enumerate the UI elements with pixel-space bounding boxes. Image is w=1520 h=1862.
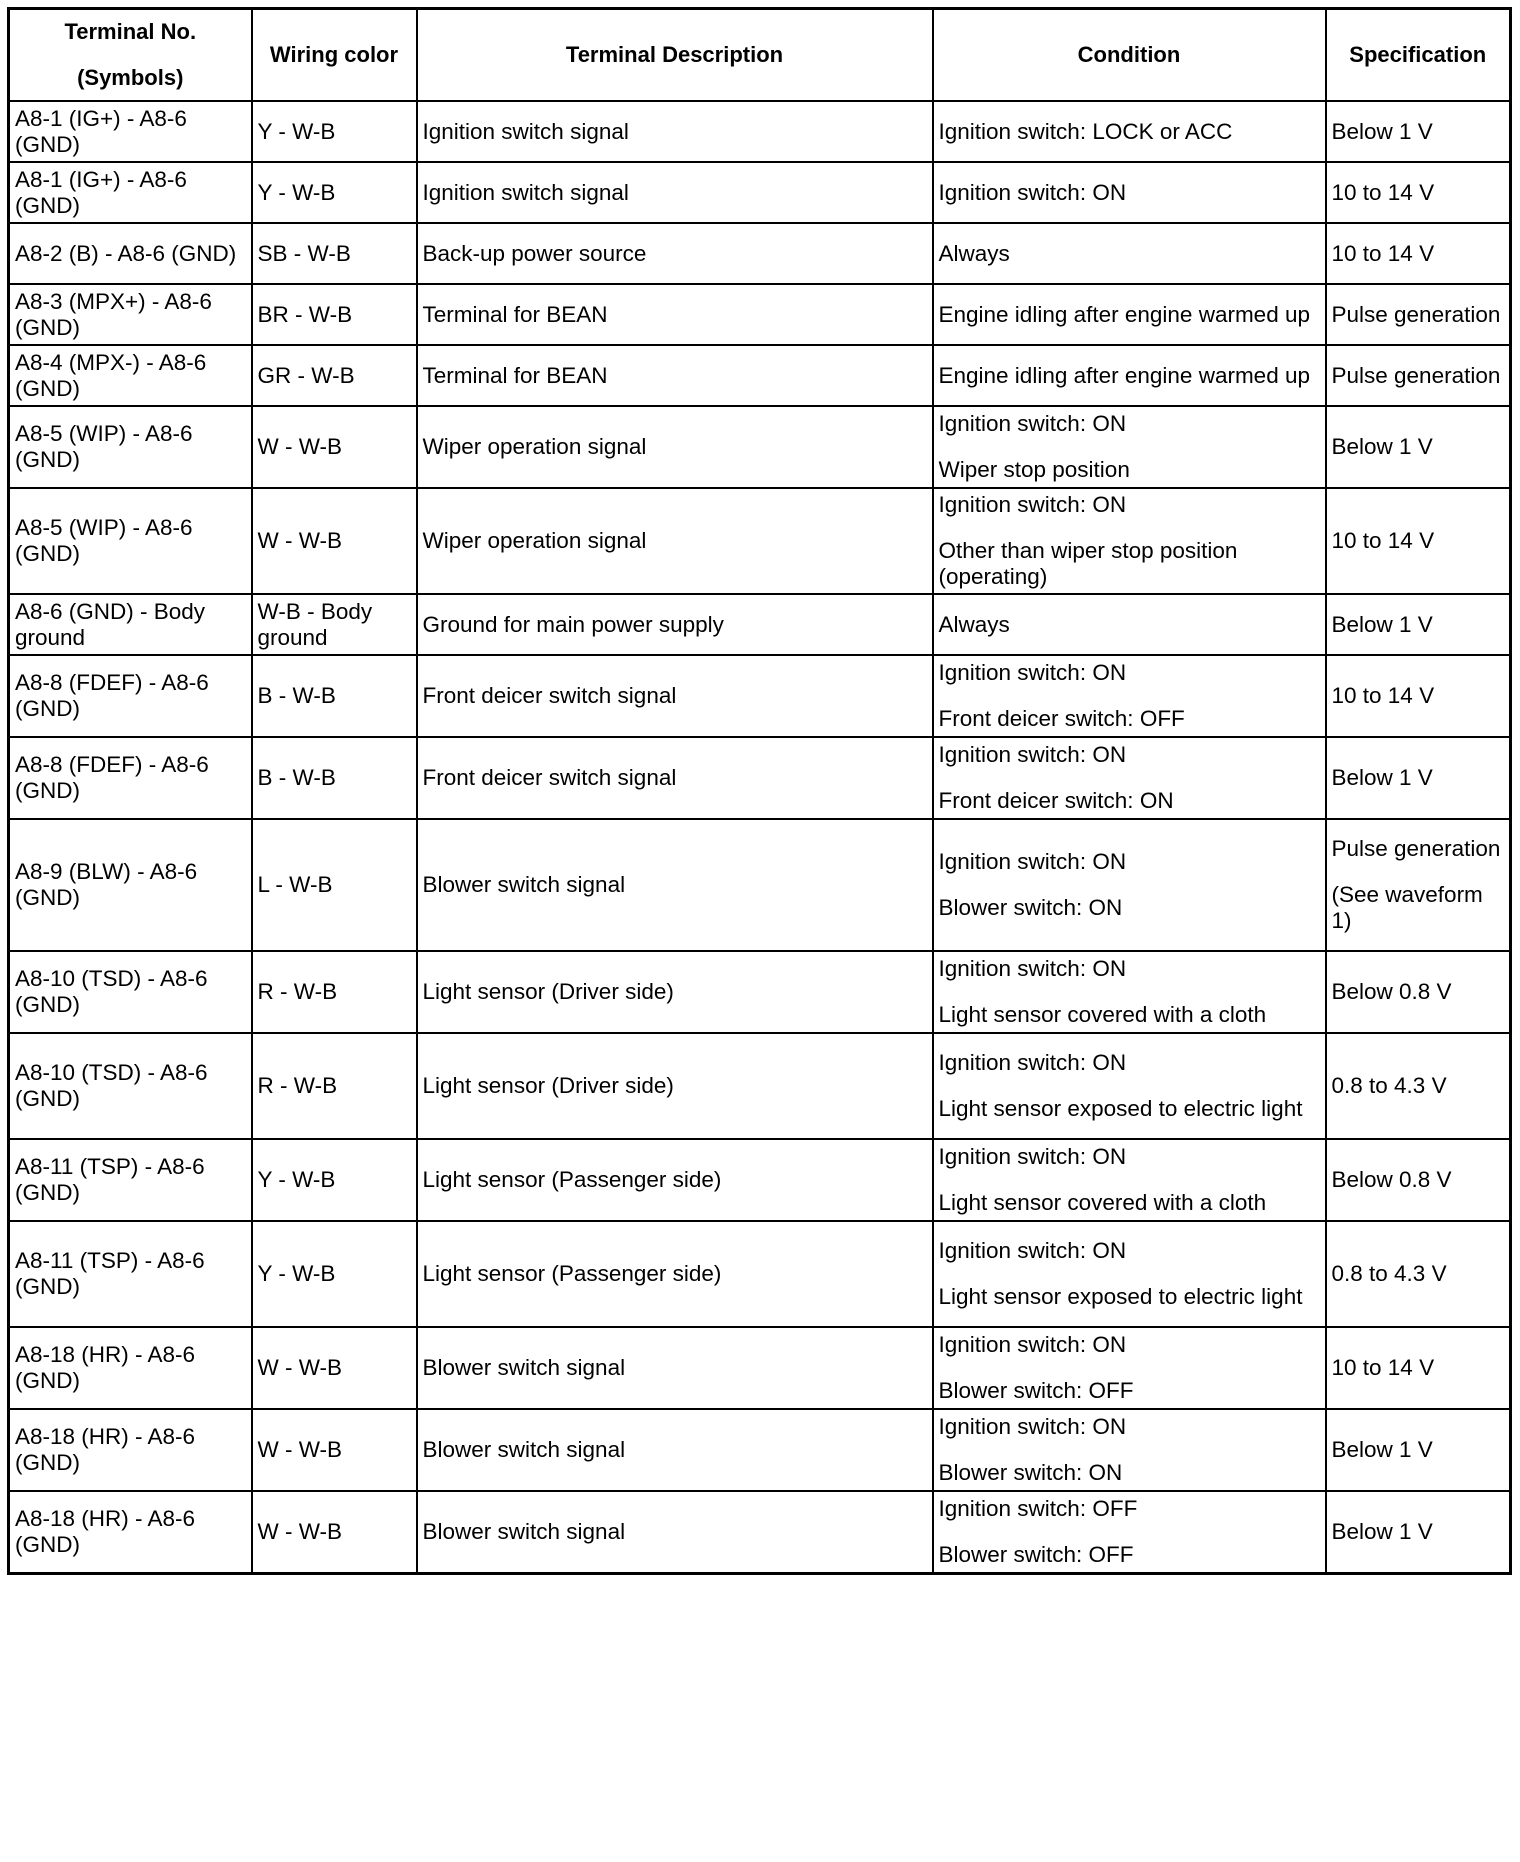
table-row [9,737,1511,819]
terminal-description-cell: Ignition switch signal [417,101,933,162]
condition-line: Engine idling after engine warmed up [938,301,1310,327]
condition-line: Light sensor covered with a cloth [938,1190,1267,1215]
terminal-cell: A8-18 (HR) - A8-6 (GND) [9,1491,252,1573]
table-row [9,951,1511,1033]
condition-line: Ignition switch: ON [938,1238,1127,1263]
condition-line: Ignition switch: ON [938,660,1127,685]
wiring-color-cell: W - W-B [252,406,417,488]
table-row [9,345,1511,406]
terminal-cell: A8-4 (MPX-) - A8-6 (GND) [9,345,252,406]
condition-line: Ignition switch: ON [938,411,1127,436]
terminal-cell: A8-1 (IG+) - A8-6 (GND) [9,101,252,162]
terminal-description-cell: Front deicer switch signal [417,655,933,737]
terminal-description-cell: Light sensor (Passenger side) [417,1221,933,1327]
specification-cell [1326,223,1511,284]
specification-cell [1326,1409,1511,1491]
wiring-color-cell: B - W-B [252,655,417,737]
condition-cell [933,406,1326,488]
header-terminal-no [9,9,252,102]
specification-cell [1326,1221,1511,1327]
condition-line: Wiper stop position [938,457,1130,482]
specification-cell [1326,737,1511,819]
terminal-cell: A8-11 (TSP) - A8-6 (GND) [9,1139,252,1221]
terminal-cell: A8-8 (FDEF) - A8-6 (GND) [9,737,252,819]
condition-line: Always [938,611,1010,637]
condition-line: Blower switch: ON [938,1460,1123,1485]
terminal-description-cell: Light sensor (Driver side) [417,951,933,1033]
condition-cell [933,1409,1326,1491]
condition-cell [933,1139,1326,1221]
condition-cell [933,223,1326,284]
table-row [9,1409,1511,1491]
terminal-spec-sheet [7,7,1512,1575]
condition-line: Blower switch: OFF [938,1378,1134,1403]
terminal-cell: A8-9 (BLW) - A8-6 (GND) [9,819,252,951]
terminal-cell: A8-18 (HR) - A8-6 (GND) [9,1409,252,1491]
condition-line: Ignition switch: ON [938,742,1127,767]
specification-line: Below 1 V [1331,765,1433,790]
terminal-cell: A8-10 (TSD) - A8-6 (GND) [9,951,252,1033]
condition-cell [933,819,1326,951]
specification-line: (See waveform 1) [1331,882,1483,933]
specification-line: 10 to 14 V [1331,1355,1435,1380]
header-specification: Specification [1326,9,1511,102]
specification-line: Below 1 V [1331,1437,1433,1462]
condition-line: Blower switch: ON [938,895,1123,920]
specification-cell [1326,101,1511,162]
condition-line: Ignition switch: ON [938,1050,1127,1075]
terminal-cell: A8-5 (WIP) - A8-6 (GND) [9,488,252,594]
terminal-description-cell: Wiper operation signal [417,406,933,488]
terminal-cell: A8-3 (MPX+) - A8-6 (GND) [9,284,252,345]
terminal-description-cell: Wiper operation signal [417,488,933,594]
wiring-color-cell: L - W-B [252,819,417,951]
terminal-description-cell: Blower switch signal [417,1491,933,1573]
condition-cell [933,488,1326,594]
condition-cell [933,1221,1326,1327]
terminal-description-cell: Back-up power source [417,223,933,284]
condition-line: Front deicer switch: ON [938,788,1174,813]
wiring-color-cell: GR - W-B [252,345,417,406]
wiring-color-cell: W - W-B [252,1327,417,1409]
condition-cell [933,284,1326,345]
condition-line: Ignition switch: ON [938,1144,1127,1169]
terminal-description-cell: Terminal for BEAN [417,345,933,406]
specification-cell [1326,488,1511,594]
terminal-description-cell: Front deicer switch signal [417,737,933,819]
terminal-cell: A8-10 (TSD) - A8-6 (GND) [9,1033,252,1139]
terminal-cell: A8-11 (TSP) - A8-6 (GND) [9,1221,252,1327]
condition-line: Ignition switch: ON [938,1414,1127,1439]
terminal-description-cell: Ignition switch signal [417,162,933,223]
condition-line: Ignition switch: ON [938,956,1127,981]
specification-line: 10 to 14 V [1331,240,1435,266]
terminal-cell: A8-2 (B) - A8-6 (GND) [9,223,252,284]
condition-line: Blower switch: OFF [938,1541,1134,1567]
table-row [9,1033,1511,1139]
condition-cell [933,737,1326,819]
wiring-color-cell: R - W-B [252,1033,417,1139]
terminal-cell: A8-8 (FDEF) - A8-6 (GND) [9,655,252,737]
specification-line: 0.8 to 4.3 V [1331,1073,1447,1098]
condition-line: Ignition switch: OFF [938,1495,1138,1521]
condition-line: Light sensor exposed to electric light [938,1096,1303,1121]
condition-line: Engine idling after engine warmed up [938,362,1310,388]
condition-cell [933,1327,1326,1409]
table-row [9,1491,1511,1573]
terminal-spec-table [7,7,1512,1575]
specification-line: Pulse generation [1331,836,1501,861]
table-row [9,284,1511,345]
condition-cell [933,1033,1326,1139]
terminal-description-cell: Blower switch signal [417,1327,933,1409]
wiring-color-cell: R - W-B [252,951,417,1033]
specification-cell [1326,1491,1511,1573]
terminal-description-cell: Ground for main power supply [417,594,933,655]
specification-line: Pulse generation [1331,301,1501,327]
wiring-color-cell: Y - W-B [252,101,417,162]
specification-cell [1326,406,1511,488]
specification-cell [1326,819,1511,951]
specification-cell [1326,594,1511,655]
terminal-description-cell: Light sensor (Passenger side) [417,1139,933,1221]
condition-line: Other than wiper stop position (operating) [938,538,1238,589]
specification-cell [1326,1327,1511,1409]
wiring-color-cell: B - W-B [252,737,417,819]
specification-line: Below 0.8 V [1331,1167,1452,1192]
terminal-cell: A8-6 (GND) - Body ground [9,594,252,655]
specification-line: Pulse generation [1331,362,1501,388]
table-row [9,1327,1511,1409]
terminal-cell: A8-1 (IG+) - A8-6 (GND) [9,162,252,223]
condition-line: Ignition switch: ON [938,849,1127,874]
specification-line: Below 1 V [1331,611,1433,637]
wiring-color-cell: Y - W-B [252,1221,417,1327]
condition-line: Front deicer switch: OFF [938,706,1185,731]
header-condition: Condition [933,9,1326,102]
header-terminal-description: Terminal Description [417,9,933,102]
condition-line: Light sensor covered with a cloth [938,1002,1267,1027]
terminal-cell: A8-5 (WIP) - A8-6 (GND) [9,406,252,488]
condition-cell [933,594,1326,655]
specification-line: 10 to 14 V [1331,528,1435,553]
specification-cell [1326,162,1511,223]
specification-line: 0.8 to 4.3 V [1331,1261,1447,1286]
wiring-color-cell: BR - W-B [252,284,417,345]
table-row [9,488,1511,594]
condition-line: Light sensor exposed to electric light [938,1284,1303,1309]
table-row [9,819,1511,951]
condition-line: Always [938,240,1010,266]
specification-line: Below 1 V [1331,434,1433,459]
terminal-description-cell: Blower switch signal [417,1409,933,1491]
terminal-description-cell: Light sensor (Driver side) [417,1033,933,1139]
condition-cell [933,1491,1326,1573]
wiring-color-cell: W - W-B [252,488,417,594]
condition-cell [933,951,1326,1033]
wiring-color-cell: W - W-B [252,1409,417,1491]
specification-line: Below 1 V [1331,1518,1433,1544]
specification-cell [1326,655,1511,737]
condition-line: Ignition switch: ON [938,179,1127,205]
condition-line: Ignition switch: ON [938,492,1127,517]
specification-line: Below 1 V [1331,118,1433,144]
condition-cell [933,345,1326,406]
table-row [9,594,1511,655]
specification-cell [1326,345,1511,406]
header-row [9,9,1511,102]
specification-line: 10 to 14 V [1331,179,1435,205]
table-row [9,101,1511,162]
wiring-color-cell: W - W-B [252,1491,417,1573]
specification-line: 10 to 14 V [1331,683,1435,708]
header-terminal-line: Terminal No. [64,19,197,44]
specification-line: Below 0.8 V [1331,979,1452,1004]
table-body [9,101,1511,1573]
header-terminal-line: (Symbols) [77,65,184,90]
table-row [9,1139,1511,1221]
terminal-description-cell: Terminal for BEAN [417,284,933,345]
condition-cell [933,101,1326,162]
condition-cell [933,162,1326,223]
condition-cell [933,655,1326,737]
condition-line: Ignition switch: ON [938,1332,1127,1357]
table-row [9,406,1511,488]
table-row [9,655,1511,737]
terminal-cell: A8-18 (HR) - A8-6 (GND) [9,1327,252,1409]
specification-cell [1326,951,1511,1033]
specification-cell [1326,1033,1511,1139]
wiring-color-cell: Y - W-B [252,162,417,223]
table-row [9,223,1511,284]
wiring-color-cell: Y - W-B [252,1139,417,1221]
table-row [9,1221,1511,1327]
specification-cell [1326,1139,1511,1221]
table-row [9,162,1511,223]
terminal-description-cell: Blower switch signal [417,819,933,951]
condition-line: Ignition switch: LOCK or ACC [938,118,1233,144]
wiring-color-cell: W-B - Body ground [252,594,417,655]
specification-cell [1326,284,1511,345]
wiring-color-cell: SB - W-B [252,223,417,284]
header-wiring-color: Wiring color [252,9,417,102]
